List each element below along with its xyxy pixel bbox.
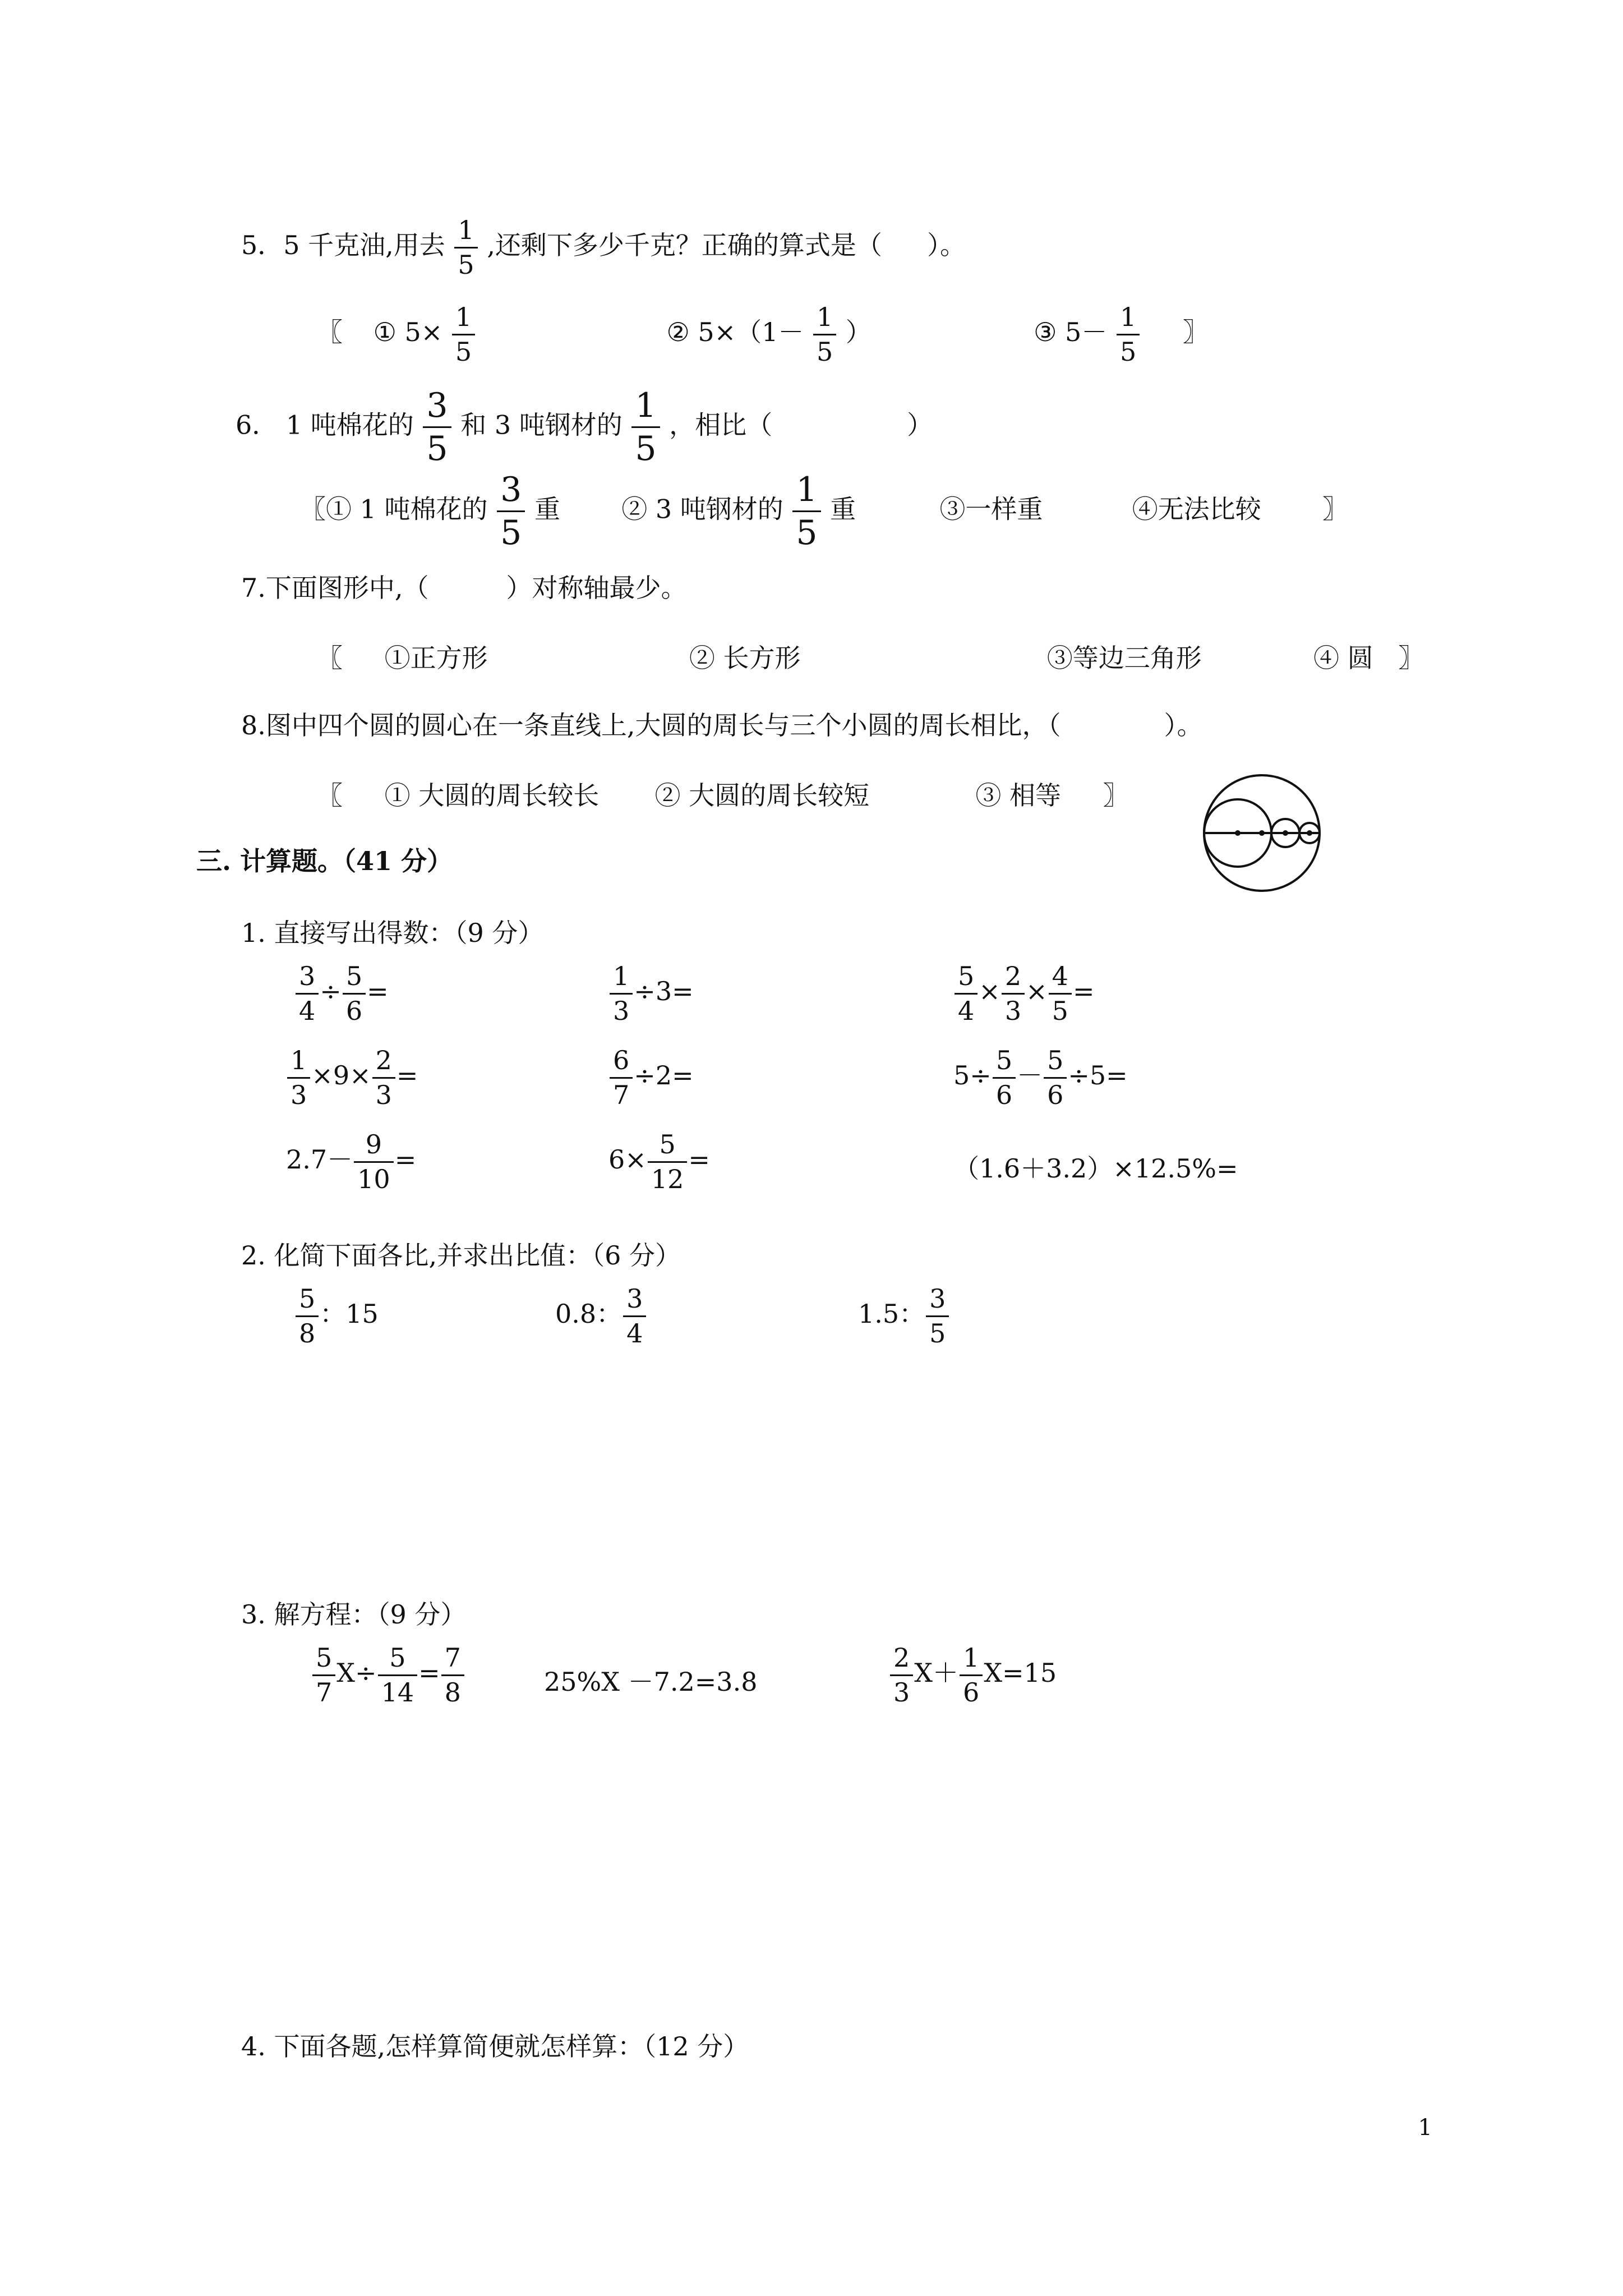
q6-stem-pre: 6． 1 吨棉花的 [236,409,414,440]
p2-item: 1.5： $\frac{3}{5}$ [858,1285,950,1347]
p1-item: $\frac{1}{3}$ ÷3= [608,962,694,1025]
q6-option-1: 〖① 1 吨棉花的 [300,494,488,524]
q6-option-2: ② 3 吨钢材的 [621,494,783,524]
p3-item: $\frac{2}{3}$ X＋ $\frac{1}{6}$ X=15 [889,1644,1057,1706]
center-dot [1283,830,1288,836]
q7-option-2: ② 长方形 [689,643,801,673]
q5-stem-pre: 5．5 千克油,用去 [241,230,445,261]
q6-stem-post: ，相比（ [669,409,773,440]
q6-option-3: ③一样重 [939,494,1043,524]
fraction: $\frac{1}{5}$ [813,303,836,366]
q6-option-4: ④无法比较 [1132,494,1261,524]
fraction: $\frac{1}{5}$ [1117,303,1140,366]
q8-options [317,780,1129,811]
q5-options [317,303,1209,366]
bracket-close: 〗 [1103,780,1129,811]
q8-option-2: ② 大圆的周长较短 [654,780,870,811]
q5-option-1: ① 5× [373,317,443,348]
q7-option-1: ①正方形 [384,643,488,673]
q8-stem: 8.图中四个圆的圆心在一条直线上,大圆的周长与三个小圆的周长相比，（ ）。 [241,710,1203,740]
bracket-open: 〖 [317,780,343,811]
q5-stem [241,216,966,279]
q6-stem-mid: 和 3 吨钢材的 [460,409,623,440]
p1-title: 1. 直接写出得数：（9 分） [241,918,544,948]
q6-stem-end: ） [907,409,933,440]
q6-stem [236,387,933,467]
bracket-close: 〗 [1182,317,1209,348]
bracket-close: 〗 [1398,643,1424,673]
bracket-close: 〗 [1322,494,1348,524]
q5-stem-end: ）。 [926,230,966,261]
p1-item: （1.6＋3.2）×12.5%= [953,1153,1238,1184]
p3-title: 3. 解方程：（9 分） [241,1599,467,1630]
p2-item: $\frac{5}{8}$ ：15 [294,1285,379,1347]
fraction: $\frac{3}{5}$ [423,387,451,467]
q7-option-4: ④ 圆 [1313,643,1373,673]
p1-item: 6× $\frac{5}{12}$ = [608,1129,710,1194]
p3-item: 25%X －7.2=3.8 [544,1667,758,1697]
p1-item: $\frac{3}{4}$ ÷ $\frac{5}{6}$ = [294,962,389,1025]
fraction: $\frac{3}{5}$ [497,471,525,551]
circles-figure [1200,771,1324,895]
p1-item: $\frac{6}{7}$ ÷2= [608,1046,694,1109]
p2-item: 0.8： $\frac{3}{4}$ [555,1285,647,1347]
q7-options [317,645,1424,671]
bracket-open: 〖 [317,643,343,673]
q6-option-1-post: 重 [534,494,560,524]
q6-option-2-post: 重 [830,494,856,524]
section-3-title: 三. 计算题。（41 分） [196,846,453,876]
q7-option-3: ③等边三角形 [1046,643,1202,673]
p3-item: $\frac{5}{7}$ X÷ $\frac{5}{14}$ = $\frac{7}{8}$ [311,1644,465,1706]
p4-title: 4. 下面各题,怎样算简便就怎样算：（12 分） [241,2031,749,2062]
p1-item: 5÷ $\frac{5}{6}$ － $\frac{5}{6}$ ÷5= [953,1045,1128,1110]
fraction: $\frac{1}{5}$ [454,216,477,279]
q5-option-3: ③ 5－ [1034,317,1108,348]
q5-stem-post: ,还剩下多少千克？正确的算式是（ [487,230,882,261]
q6-options [300,471,1348,551]
page-number: 1 [1418,2115,1432,2141]
center-dot [1235,830,1241,836]
q8-option-1: ① 大圆的周长较长 [384,780,600,811]
center-dot [1307,830,1312,836]
bracket-open: 〖 [317,317,343,348]
fraction: $\frac{1}{5}$ [792,471,820,551]
p2-title: 2. 化简下面各比,并求出比值：（6 分） [241,1240,681,1271]
center-dot [1259,830,1265,836]
p1-item: $\frac{5}{4}$ × $\frac{2}{3}$ × $\frac{4}{5}$ = [953,962,1094,1025]
fraction: $\frac{1}{5}$ [452,303,475,366]
q5-option-2-close: ） [845,317,872,348]
p1-item: 2.7－ $\frac{9}{10}$ = [286,1129,417,1194]
q5-option-2: ② 5×（1－ [666,317,804,348]
q8-option-3: ③ 相等 [975,780,1061,811]
q7-stem: 7.下面图形中,（ ）对称轴最少。 [241,573,687,603]
p1-item: $\frac{1}{3}$ ×9× $\frac{2}{3}$ = [286,1046,418,1109]
fraction: $\frac{1}{5}$ [631,387,660,467]
